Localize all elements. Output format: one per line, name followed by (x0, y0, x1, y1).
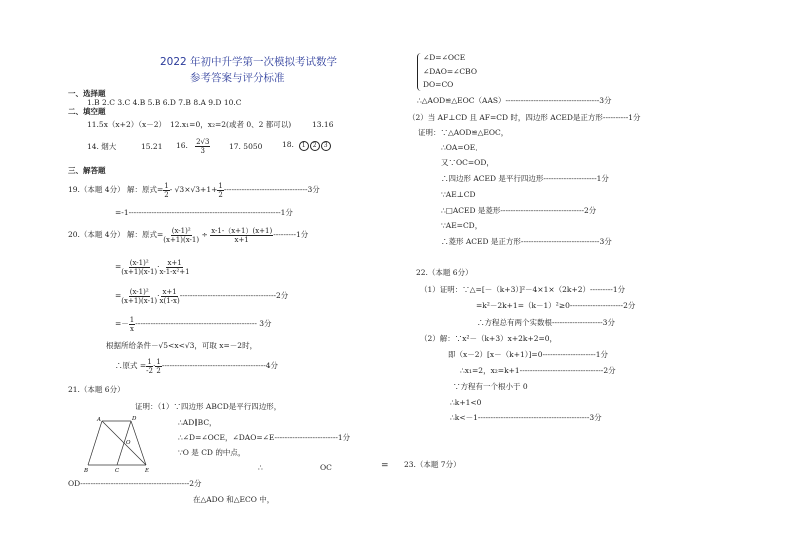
q20-l3-fraction-2 (160, 288, 180, 305)
fraction-numerator: 1 (156, 357, 161, 366)
fraction-numerator: (x-1)² (129, 258, 149, 267)
q20-l3-fraction-1 (121, 287, 160, 305)
q21-line5-therefore: ∴ (258, 463, 263, 472)
right-line-1: ∴△AOD≌△EOC（AAS）-------------------------------------3分 (417, 96, 612, 105)
q20-fraction-1 (163, 227, 199, 244)
section-choice-heading: 一、选择题 (68, 89, 106, 98)
q19-line2: =-1------------------------------------------------------------1分 (115, 208, 293, 217)
segment-de (131, 421, 146, 465)
circled-number-3: 3 (321, 141, 331, 151)
q20-line4: =－ $\frac{1}{x}$ ------------------------------------------------ 3分 (115, 315, 272, 333)
q22-line1: （1）证明：∵△=[－（k+3）]²－4×1×（2k+2）---------1分 (420, 285, 626, 294)
q21-line1: 证明：（1）∵四边形 ABCD是平行四边形， (135, 402, 282, 411)
fill-answer-14: 14. 烟大 (87, 142, 117, 151)
section-fill-heading: 二、填空题 (68, 107, 106, 116)
choice-answers: 1.B 2.C 3.C 4.B 5.B 6.D 7.B 8.A 9.D 10.C (87, 98, 242, 107)
right-line-3: 证明：∵△AOD≌△EOC， (418, 128, 509, 137)
right-line-4: ∴OA=OE． (441, 143, 483, 152)
fraction-denominator: x (130, 324, 134, 333)
page-title: 2022 年初中升学第一次模拟考试数学 (160, 56, 338, 68)
q21-line3: ∴∠D=∠OCE，∠DAO=∠E-------------------------1分 (178, 433, 351, 442)
fill-answer-13: 13.16 (312, 120, 334, 129)
right-line-10: ∴菱形 ACED 是正方形-------------------------------3分 (441, 237, 612, 246)
q20-result-prefix: ∴原式 = (115, 361, 147, 370)
fill-answer-16-prefix: 16. (176, 141, 188, 150)
q20-line2: = $\frac{\text{(x-1)²}}{(x+1)(x-1)}$ · $\frac{x+1}{\text{x-1-x²+1}}$ (115, 258, 190, 276)
system-brace (417, 53, 422, 91)
fraction-denominator: 3 (200, 146, 206, 155)
label-e: E (145, 468, 150, 474)
fraction-denominator: x+1 (234, 235, 249, 244)
fraction-denominator: -2 (146, 366, 153, 375)
fill-answer-18 (282, 140, 332, 151)
fill-answer-18-prefix: 18. (282, 140, 294, 149)
q22-line7: ∵方程有一个根小于 0 (453, 382, 528, 391)
fraction-numerator: (x-1)² (129, 287, 149, 296)
q22-line2: =k²－2k+1=（k－1）²≥0---------------------2分 (476, 301, 636, 310)
q22-line4: （2）解：∵x²－（k+3）x+2k+2=0， (420, 334, 558, 343)
fill-answer-15: 15.21 (141, 142, 163, 151)
q20-score-1: ---------1分 (273, 230, 309, 239)
section-solve-heading: 三、解答题 (68, 166, 106, 175)
q20-line3: = $\frac{\text{(x-1)²}}{(x+1)(x-1)}$ · $\frac{x+1}{x(1-x)}$ --------------------------------------2分 (115, 287, 289, 305)
right-line-9: ∵AE=CD， (441, 221, 483, 230)
fraction-denominator: x(1-x) (159, 296, 180, 305)
fraction-numerator: 1 (164, 181, 169, 190)
q21-line4: ∵O 是 CD 的中点， (178, 448, 246, 457)
q19-middle: - √3×√3+1+ (169, 185, 218, 194)
q22-line5: 即（x－2）[x－（k+1）]=0---------------------1分 (448, 350, 608, 359)
right-line-6: ∴四边形 ACED 是平行四边形---------------------1分 (441, 174, 609, 183)
segment-ab (88, 421, 102, 465)
fraction-numerator: 1 (147, 357, 152, 366)
fraction-numerator: (x-1)² (171, 226, 191, 235)
fill-answer-11: 11.5x（x+2）（x－2） (87, 120, 166, 129)
parallelogram-figure (84, 414, 156, 474)
q20-fraction-2 (210, 227, 273, 244)
fraction-denominator: x-1-x²+1 (159, 267, 190, 276)
fraction-denominator: (x+1)(x-1) (121, 296, 158, 305)
right-line-8: ∴□ACED 是菱形---------------------------------2分 (441, 206, 597, 215)
system-eq-3: DO=CO (423, 80, 454, 89)
q20-line1 (68, 225, 308, 245)
right-line-2: （2）当 AF⊥CD 且 AF=CD 时，四边形 ACED是正方形----------1分 (408, 113, 641, 122)
q20-result: ∴原式 = $\frac{1}{-2}$ · $\frac{1}{2}$ -----------------------------------------4分 (115, 357, 279, 375)
q21-line5-oc: OC (320, 463, 332, 472)
fraction-denominator: 2 (164, 190, 169, 199)
q20-l2-fraction-2 (160, 259, 190, 276)
page-subtitle: 参考答案与评分标准 (190, 72, 285, 84)
q22-line6: ∴x₁=2，x₂=k+1---------------------------------2分 (460, 366, 616, 375)
fraction-denominator: (x+1)(x-1) (163, 235, 200, 244)
right-line-7: ∵AE⊥CD (441, 190, 476, 199)
q20-score-3: ------------------------------------------------ 3分 (135, 319, 272, 328)
fraction-numerator: x+1 (162, 287, 177, 296)
fill-answer-16 (176, 136, 210, 156)
q20-prefix: 20.（本题 4分） 解：原式= (68, 230, 164, 239)
fraction-numerator: x-1-（x+1）(x+1) (211, 226, 273, 235)
q22-line3: ∴方程总有两个实数根--------------------3分 (477, 318, 615, 327)
q20-condition: 根据所给条件－√5<x<√3，可取 x=－2时， (106, 341, 258, 350)
segment-ae (102, 421, 146, 465)
fill-answer-17: 17. 5050 (229, 142, 263, 151)
system-eq-2: ∠DAO=∠CBO (423, 67, 477, 76)
q20-score-4: -----------------------------------------4分 (161, 361, 279, 370)
q21-heading: 21.（本题 6分） (68, 385, 125, 394)
system-eq-1: ∠D=∠OCE (423, 53, 466, 62)
label-d: D (132, 416, 137, 422)
label-c: C (115, 468, 120, 474)
q21-line7: 在△ADO 和△ECO 中， (193, 495, 275, 504)
q19-line1 (68, 180, 320, 200)
fraction-denominator: 2 (156, 366, 161, 375)
q20-result-fraction-1 (146, 358, 153, 375)
q22-line9: ∴k<－1--------------------------------------------3分 (450, 413, 602, 422)
fraction-denominator: (x+1)(x-1) (121, 267, 158, 276)
fraction-numerator: 1 (129, 315, 135, 324)
label-o: O (126, 440, 131, 446)
fraction-numerator: 2√3 (196, 137, 210, 146)
q20-divide-sign: ÷ (201, 230, 208, 239)
q20-l3-operator: · (157, 291, 160, 300)
q20-l2-operator: · (157, 262, 160, 271)
q23-heading: 23.（本题 7分） (404, 460, 461, 469)
label-b: B (84, 468, 89, 474)
fill-answer-12: 12.x₁=0，x₂=2(或者 0、2 都可以) (170, 120, 292, 129)
circled-number-2: 2 (310, 141, 320, 151)
q19-prefix: 19.（本题 4分） 解：原式= (68, 185, 164, 194)
q20-score-2: --------------------------------------2分 (179, 291, 289, 300)
q22-heading: 22.（本题 6分） (416, 268, 473, 277)
q21-line2: ∴AD∥BC， (178, 418, 217, 427)
right-line-5: 又∵OC=OD， (441, 158, 494, 167)
q21-line6: OD-------------------------------------------2分 (68, 479, 202, 488)
circled-number-1: 1 (299, 141, 309, 151)
label-a: A (97, 417, 101, 423)
q21-line5-equals: = (381, 461, 389, 471)
fill-answer-16-fraction (195, 138, 210, 155)
fraction-denominator: 2 (218, 190, 223, 199)
q19-score: ---------------------------------3分 (223, 185, 320, 194)
fraction-numerator: x+1 (167, 258, 182, 267)
q22-line8: ∴k+1<0 (450, 398, 482, 407)
fraction-numerator: 1 (218, 181, 223, 190)
